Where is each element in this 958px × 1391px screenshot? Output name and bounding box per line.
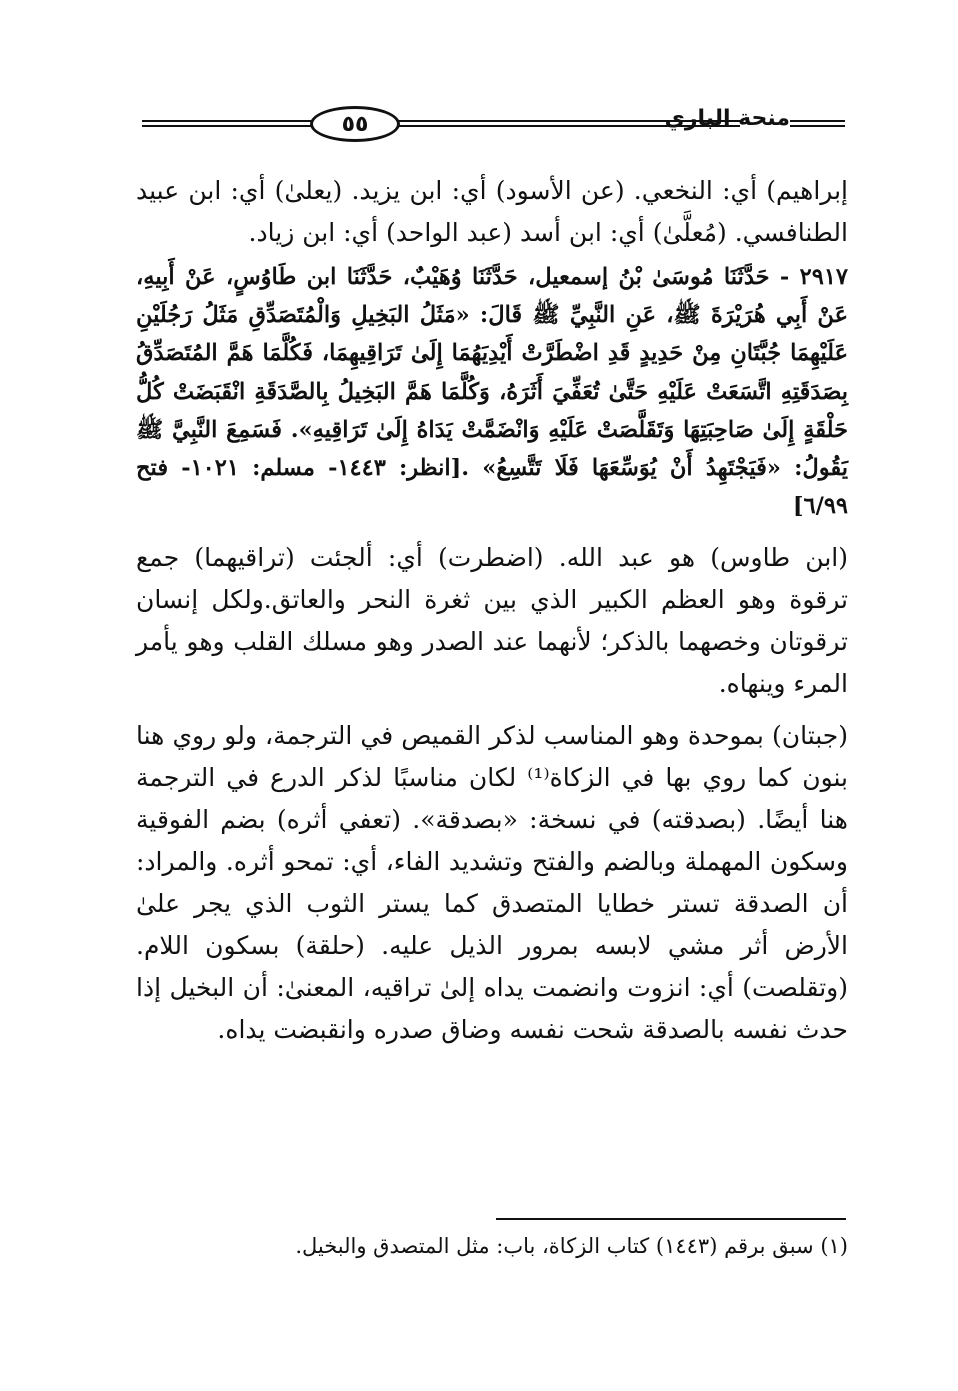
page-number: ٥٥ — [341, 111, 369, 137]
footnote-separator — [496, 1218, 846, 1220]
commentary-paragraph-1: إبراهيم) أي: النخعي. (عن الأسود) أي: ابن يزيد. (يعلىٰ) أي: ابن عبيد الطنافسي. (مُعلَّىٰ) أي: ابن أسد (عبد الواحد) أي: ابن زياد. — [136, 176, 848, 247]
page-number-badge — [310, 106, 400, 142]
page-header — [130, 100, 850, 150]
running-title: منحة الباري — [664, 106, 790, 131]
commentary-paragraph-3: (جبتان) بموحدة وهو المناسب لذكر القميص في الترجمة، ولو روي هنا بنون كما روي بها في الزكاة⁽¹⁾ لكان مناسبًا لذكر الدرع في الترجمة هنا أيضًا. (بصدقته) في نسخة: «بصدقة». (تعفي أثره) بضم الفوقية وسكون المهملة وبالضم والفتح وتشديد الفاء، أي: تمحو أثره. والمراد: أن الصدقة تستر خطايا المتصدق كما يستر الثوب الذي يجر علىٰ الأرض أثر مشي لابسه بمرور الذيل عليه. (حلقة) بسكون اللام. (وتقلصت) أي: انزوت وانضمت يداه إلىٰ تراقيه، المعنىٰ: أن البخيل إذا حدث نفسه بالصدقة شحت نفسه وضاق صدره وانقبضت يداه. — [136, 721, 848, 1045]
hadith-text: ٢٩١٧ - حَدَّثَنَا مُوسَىٰ بْنُ إسمعيل، حَدَّثَنَا وُهَيْبٌ، حَدَّثَنَا ابن طَاوُسٍ، عَنْ أَبِيهِ، عَنْ أَبِي هُرَيْرَةَ ﷺ، عَنِ النَّبِيِّ ﷺ قَالَ: «مَثَلُ البَخِيلِ وَالْمُتَصَدِّقِ مَثَلُ رَجُلَيْنِ عَلَيْهِمَا جُبَّتَانِ مِنْ حَدِيدٍ قَدِ اضْطَرَّتْ أَيْدِيَهُمَا إِلَىٰ تَرَاقِيهِمَا، فَكُلَّمَا هَمَّ المُتَصَدِّقُ بِصَدَقَتِهِ اتَّسَعَتْ عَلَيْهِ حَتَّىٰ تُعَفِّيَ أَثَرَهُ، وَكُلَّمَا هَمَّ البَخِيلُ بِالصَّدَقَةِ انْقَبَضَتْ كُلُّ حَلْقَةٍ إِلَىٰ صَاحِبَتِهَا وَتَقَلَّصَتْ عَلَيْهِ وَانْضَمَّتْ يَدَاهُ إِلَىٰ تَرَاقِيهِ». فَسَمِعَ النَّبِيَّ ﷺ يَقُولُ: «فَيَجْتَهِدُ أَنْ يُوَسِّعَهَا فَلَا تَتَّسِعُ» .[انظر: ١٤٤٣- مسلم: ١٠٢١- فتح ٦/٩٩] — [136, 264, 849, 520]
header-rule-left — [142, 120, 312, 127]
page-body — [136, 170, 848, 1051]
commentary-paragraph-2: (ابن طاوس) هو عبد الله. (اضطرت) أي: ألجئت (تراقيهما) جمع ترقوة وهو العظم الكبير الذي بين ثغرة النحر والعاتق.ولكل إنسان ترقوتان وخصهما بالذكر؛ لأنهما عند الصدر وهو مسلك القلب وهو يأمر المرء وينهاه. — [136, 543, 848, 699]
footnote: (١) سبق برقم (١٤٤٣) كتاب الزكاة، باب: مثل المتصدق والبخيل. — [295, 1234, 848, 1258]
header-rule-right — [790, 120, 845, 127]
